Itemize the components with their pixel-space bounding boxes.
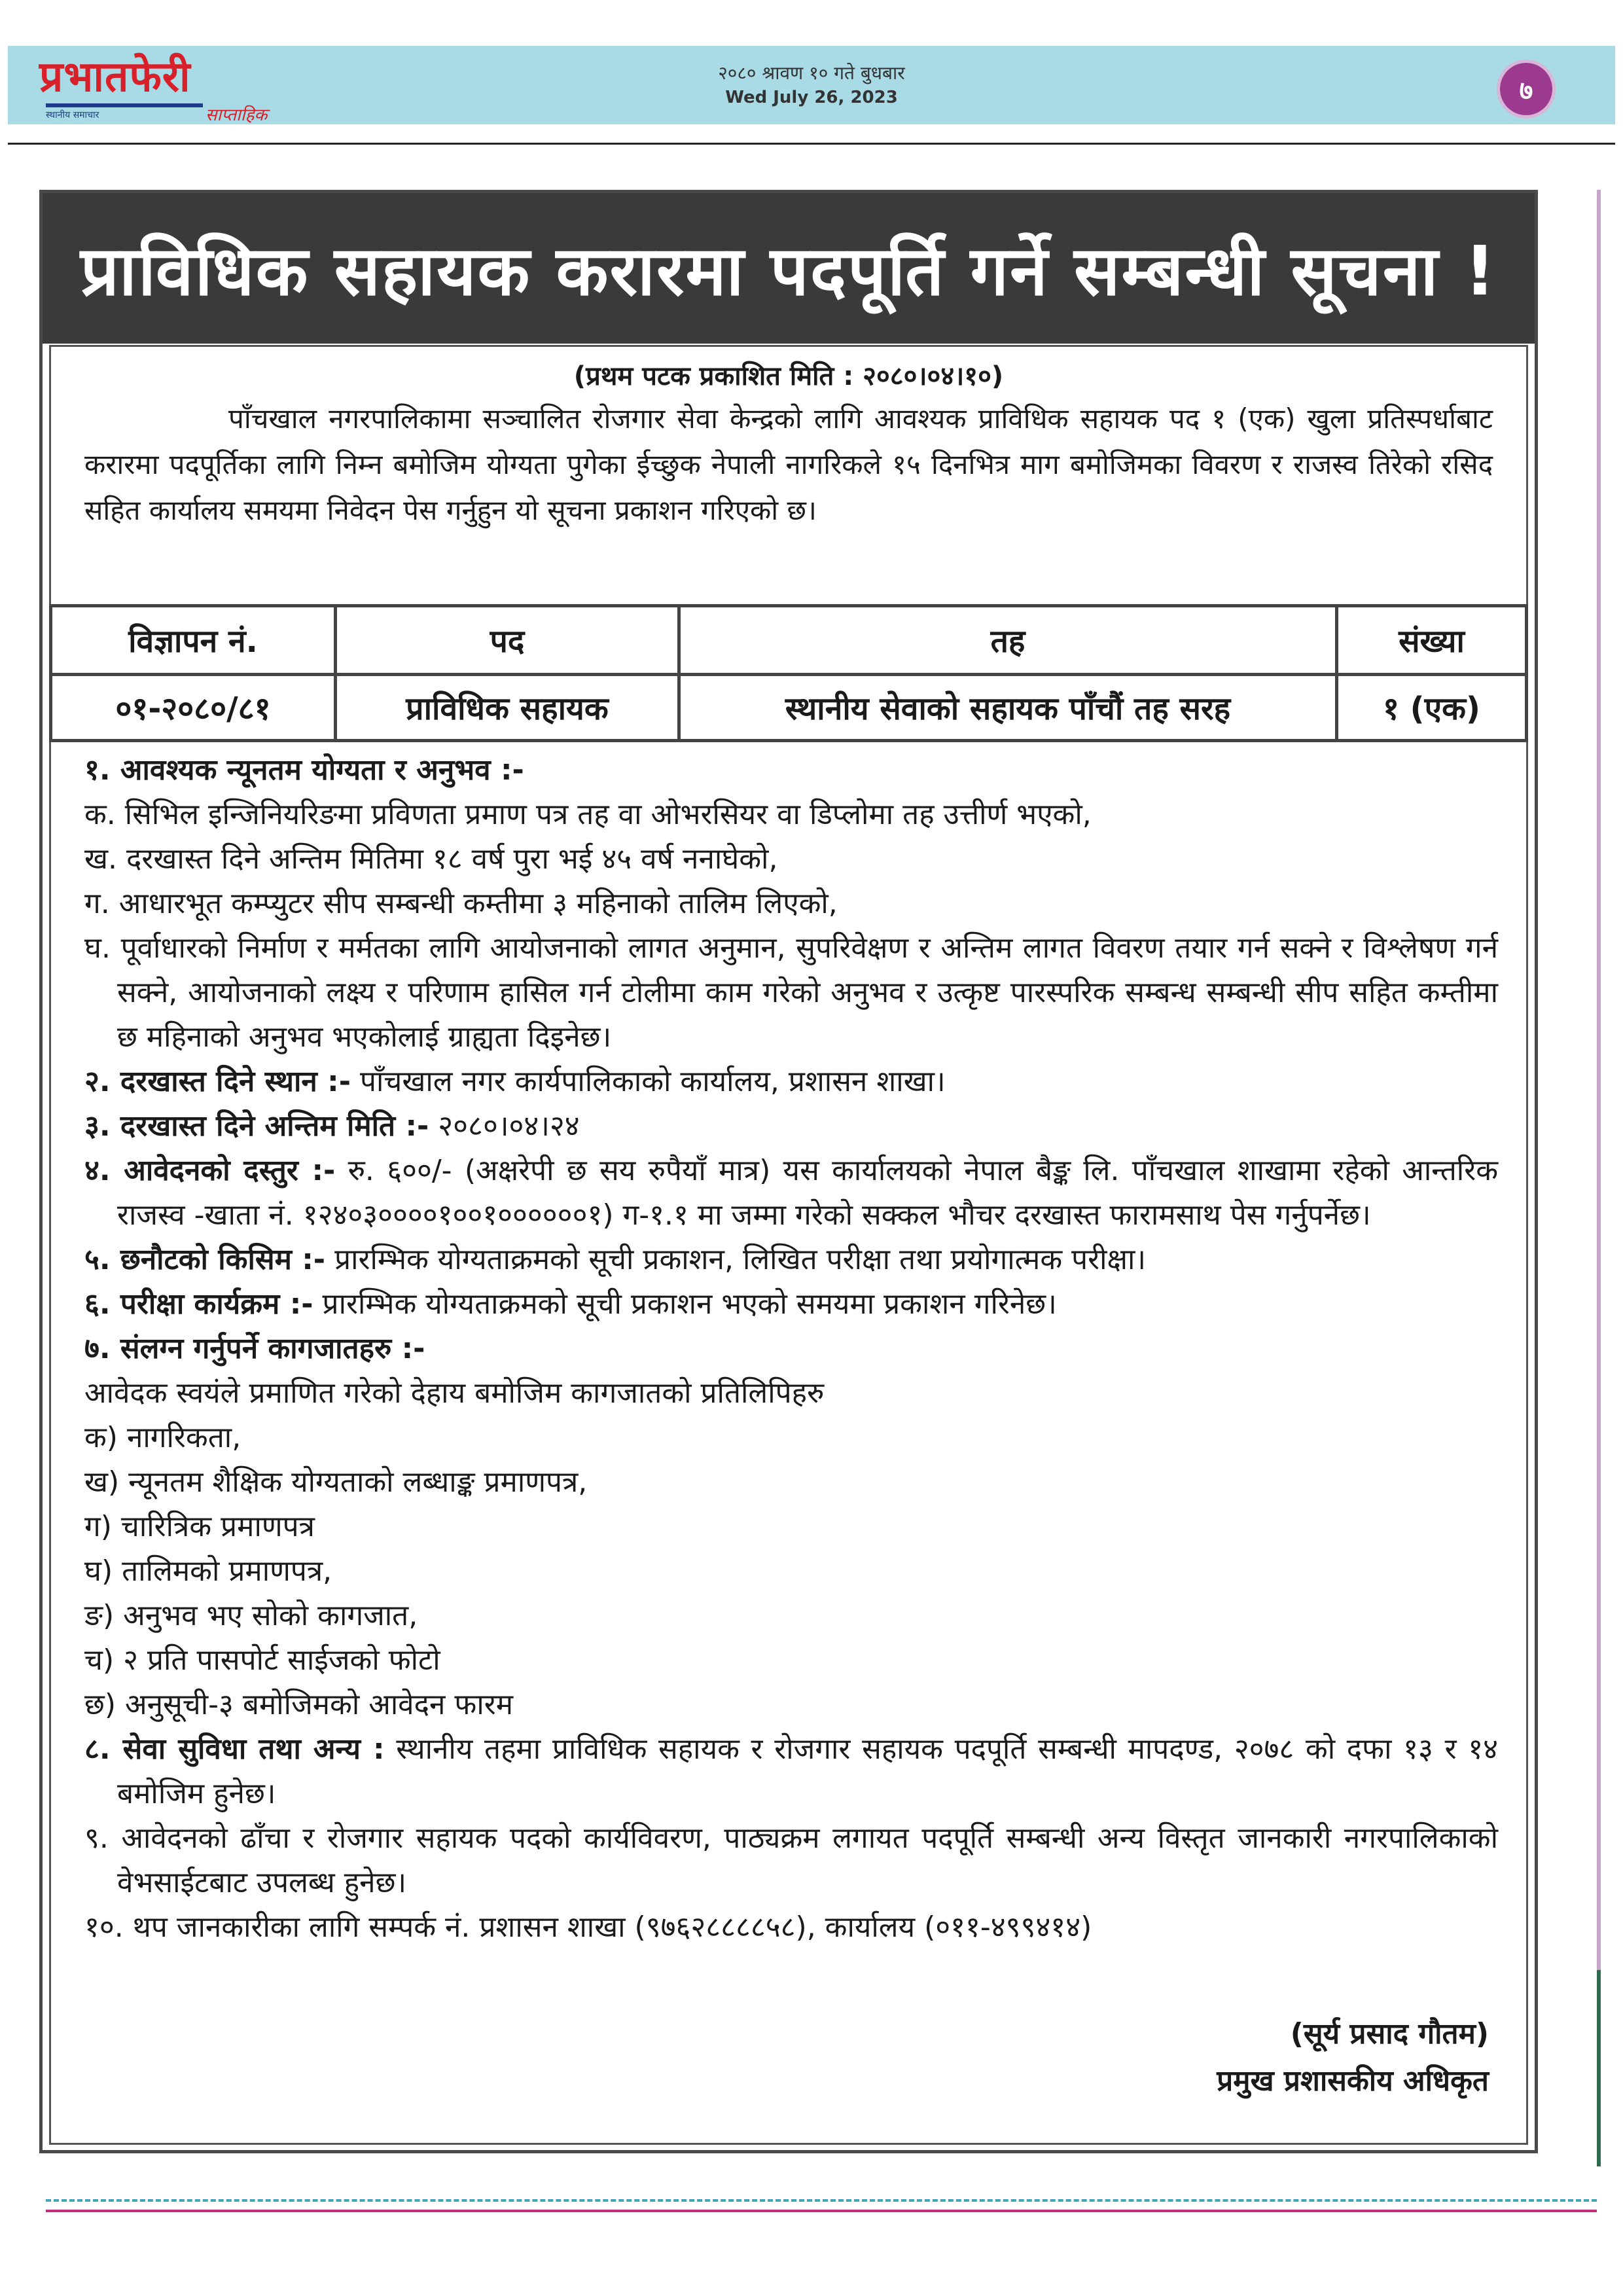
footer-divider-solid <box>46 2210 1597 2212</box>
notice-box <box>39 190 1538 2153</box>
section-8-heading: ८. सेवा सुविधा तथा अन्य : <box>84 1732 385 1766</box>
header-divider <box>8 143 1615 145</box>
section-8-text: स्थानीय तहमा प्राविधिक सहायक र रोजगार सहायक पदपूर्ति सम्बन्धी मापदण्ड, २०७८ को दफा १३ र १४ बमोजिम हुनेछ। <box>117 1732 1499 1810</box>
cell-level: स्थानीय सेवाको सहायक पाँचौं तह सरह <box>679 675 1337 741</box>
document-item: छ) अनुसूची-३ बमोजिमको आवेदन फारम <box>84 1688 514 1721</box>
col-level: तह <box>679 606 1337 675</box>
logo-weekly-label: साप्ताहिक <box>205 105 268 125</box>
section-3 <box>84 1104 1498 1149</box>
cell-post: प्राविधिक सहायक <box>336 675 679 741</box>
qualification-ga: ग. आधारभूत कम्प्युटर सीप सम्बन्धी कम्तीमा ३ महिनाको तालिम लिएको, <box>84 887 838 920</box>
notice-title: प्राविधिक सहायक करारमा पदपूर्ति गर्ने सम्बन्धी सूचना ! <box>43 193 1535 344</box>
section-6-text: प्रारम्भिक योग्यताक्रमको सूची प्रकाशन भएको समयमा प्रकाशन गरिनेछ। <box>313 1287 1057 1321</box>
section-1-heading: १. आवश्यक न्यूनतम योग्यता र अनुभव :- <box>84 753 524 787</box>
section-3-heading: ३. दरखास्त दिने अन्तिम मिति :- <box>84 1109 429 1143</box>
section-7-intro: आवेदक स्वयंले प्रमाणित गरेको देहाय बमोजिम कागजातको प्रतिलिपिहरु <box>84 1376 825 1410</box>
document-item: ग) चारित्रिक प्रमाणपत्र <box>84 1510 315 1543</box>
col-count: संख्या <box>1337 606 1527 675</box>
notice-intro <box>84 396 1493 533</box>
cell-ad-number: ०१-२०८०/८१ <box>51 675 336 741</box>
document-item: च) २ प्रति पासपोर्ट साईजको फोटो <box>84 1643 440 1677</box>
section-5-heading: ५. छनौटको किसिम :- <box>84 1243 326 1276</box>
col-ad-number: विज्ञापन नं. <box>51 606 336 675</box>
section-9: ९. आवेदनको ढाँचा र रोजगार सहायक पदको कार्यविवरण, पाठ्यक्रम लगायत पदपूर्ति सम्बन्धी अन्य विस्तृत जानकारी नगरपालिकाको वेभसाईटबाट उपलब्ध हुनेछ। <box>84 1821 1498 1899</box>
section-4-text: रु. ६००/- (अक्षरेपी छ सय रुपैयाँ मात्र) यस कार्यालयको नेपाल बैङ्क लि. पाँचखाल शाखामा रहेको आन्तरिक राजस्व -खाता नं. १२४०३००००१००१००००००१) ग-१.१ मा जम्मा गरेको सक्कल भौचर दरखास्त फारामसाथ पेस गर्नुपर्नेछ। <box>117 1154 1498 1232</box>
intro-text: पाँचखाल नगरपालिकामा सञ्चालित रोजगार सेवा केन्द्रको लागि आवश्यक प्राविधिक सहायक पद १ (एक) खुला प्रतिस्पर्धाबाट करारमा पदपूर्तिका लागि निम्न बमोजिम योग्यता पुगेका ईच्छुक नेपाली नागरिकले १५ दिनभित्र माग बमोजिमका विवरण र राजस्व तिरेको रसिद सहित कार्यालय समयमा निवेदन पेस गर्नुहुन यो सूचना प्रकाशन गरिएको छ। <box>84 403 1493 526</box>
section-4-heading: ४. आवेदनको दस्तुर :- <box>84 1154 336 1187</box>
document-item: क) नागरिकता, <box>84 1421 241 1454</box>
qualification-gha: घ. पूर्वाधारको निर्माण र मर्मतका लागि आयोजनाको लागत अनुमान, सुपरिवेक्षण र अन्तिम लागत विवरण तयार गर्न सक्ने र विश्लेषण गर्न सक्ने, आयोजनाको लक्ष्य र परिणाम हासिल गर्न टोलीमा काम गरेको अनुभव र उत्कृष्ट पारस्परिक सम्बन्ध सम्बन्धी सीप सहित कम्तीमा छ महिनाको अनुभव भएकोलाई ग्राह्यता दिइनेछ। <box>84 931 1498 1054</box>
page-number-badge: ७ <box>1500 63 1552 115</box>
section-7-heading: ७. संलग्न गर्नुपर्ने कागजातहरु :- <box>84 1332 425 1365</box>
logo-text: प्रभातफेरी <box>39 52 191 101</box>
first-published-date: (प्रथम पटक प्रकाशित मिति : २०८०।०४।१०) <box>573 361 1004 391</box>
table-header-row <box>51 606 1527 675</box>
vacancy-table <box>49 604 1528 742</box>
footer-divider-dashed <box>46 2199 1597 2202</box>
section-10: १०. थप जानकारीका लागि सम्पर्क नं. प्रशासन शाखा (९७६२८८८८५८), कार्यालय (०११-४९९४१४) <box>84 1910 1092 1944</box>
col-post: पद <box>336 606 679 675</box>
section-2-text: पाँचखाल नगर कार्यपालिकाको कार्यालय, प्रशासन शाखा। <box>351 1065 946 1098</box>
date-nepali: २०८० श्रावण १० गते बुधबार <box>718 62 905 84</box>
side-decoration-accent <box>1597 1970 1601 2166</box>
section-3-text: २०८०।०४।२४ <box>429 1109 580 1143</box>
section-5 <box>84 1238 1498 1282</box>
notice-body <box>84 748 1498 1950</box>
section-8 <box>84 1727 1498 1816</box>
cell-count: १ (एक) <box>1337 675 1527 741</box>
section-6-heading: ६. परीक्षा कार्यक्रम :- <box>84 1287 313 1321</box>
section-4 <box>84 1149 1498 1238</box>
date-english: Wed July 26, 2023 <box>725 88 898 107</box>
table-row <box>51 675 1527 741</box>
qualification-kha: ख. दरखास्त दिने अन्तिम मितिमा १८ वर्ष पुरा भई ४५ वर्ष ननाघेको, <box>84 842 778 876</box>
section-6 <box>84 1282 1498 1327</box>
side-decoration-bar <box>1597 190 1601 2166</box>
document-item: घ) तालिमको प्रमाणपत्र, <box>84 1554 332 1588</box>
document-item: ङ) अनुभव भए सोको कागजात, <box>84 1599 418 1632</box>
section-2-heading: २. दरखास्त दिने स्थान :- <box>84 1065 351 1098</box>
section-2 <box>84 1060 1498 1104</box>
signatory-name: (सूर्य प्रसाद गौतम) <box>1290 2017 1489 2051</box>
qualification-ka: क. सिभिल इन्जिनियरिङमा प्रविणता प्रमाण पत्र तह वा ओभरसियर वा डिप्लोमा तह उत्तीर्ण भएको, <box>84 798 1092 831</box>
signatory-title: प्रमुख प्रशासकीय अधिकृत <box>1217 2064 1489 2098</box>
section-5-text: प्रारम्भिक योग्यताक्रमको सूची प्रकाशन, लिखित परीक्षा तथा प्रयोगात्मक परीक्षा। <box>325 1243 1147 1276</box>
document-item: ख) न्यूनतम शैक्षिक योग्यताको लब्धाङ्क प्रमाणपत्र, <box>84 1465 588 1499</box>
logo-tagline: स्थानीय समाचार <box>46 110 99 120</box>
